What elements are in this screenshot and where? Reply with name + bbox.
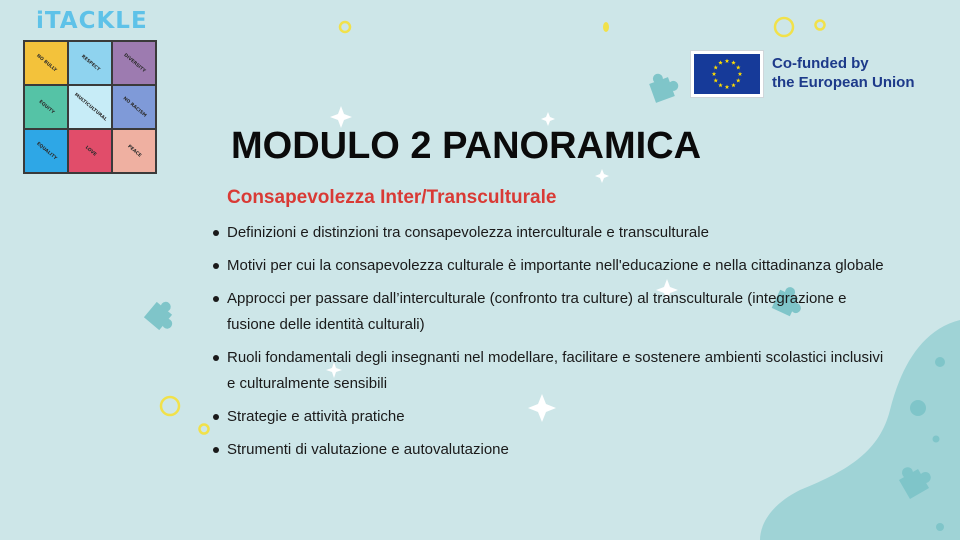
puzzle-piece-label: LOVE [83, 144, 97, 158]
eu-star-icon [736, 65, 741, 69]
bullet-text: Strumenti di valutazione e autovalutazione [227, 441, 509, 458]
bullet-dot-icon [213, 355, 219, 361]
puzzle-piece [69, 130, 111, 172]
eu-star-icon [718, 83, 723, 87]
puzzle-piece-label: DIVERSITY [122, 52, 146, 74]
bullet-dot-icon [213, 263, 219, 269]
bullet-text: Strategie e attività pratiche [227, 408, 405, 425]
sparkle-icon [595, 169, 609, 183]
bullet-item [206, 253, 886, 279]
bullet-item [206, 437, 886, 463]
bullet-text: Definizioni e distinzioni tra consapevolezza interculturale e transculturale [227, 224, 709, 241]
eu-stars-icon [694, 54, 760, 94]
eu-star-icon [713, 65, 718, 69]
ring-decor [161, 397, 179, 415]
puzzle-piece-label: RESPECT [79, 53, 101, 73]
bullet-text: Motivi per cui la consapevolezza culturale è importante nell'educazione e nella cittadinanza globale [227, 257, 884, 274]
bullet-item [206, 286, 886, 338]
brand-logo-text: iTACKLE [36, 8, 148, 34]
eu-star-icon [725, 85, 730, 89]
eu-star-icon [731, 83, 736, 87]
eu-line-1: Co-funded by [772, 55, 869, 72]
eu-star-icon [712, 72, 717, 76]
slide-subtitle: Consapevolezza Inter/Transculturale [227, 187, 557, 208]
eu-star-icon [738, 72, 743, 76]
wave-dot [910, 400, 926, 416]
bullet-item [206, 404, 886, 430]
puzzle-piece [113, 42, 155, 84]
bullet-item [206, 345, 886, 397]
bullet-dot-icon [213, 414, 219, 420]
puzzle-piece [25, 86, 67, 128]
puzzle-logo [23, 40, 157, 174]
ring-decor [775, 18, 793, 36]
bullet-dot-icon [213, 296, 219, 302]
eu-star-icon [718, 60, 723, 64]
dot-decor [603, 22, 609, 32]
bullet-dot-icon [213, 447, 219, 453]
wave-dot [935, 357, 945, 367]
puzzle-piece-label: PEACE [126, 143, 142, 159]
bullet-dot-icon [213, 230, 219, 236]
puzzle-piece-label: EQUALITY [34, 141, 58, 161]
puzzle-piece-label: NO RACISM [121, 95, 147, 119]
puzzle-piece [25, 130, 67, 172]
puzzle-piece-decor [144, 297, 182, 335]
eu-flag-box [690, 50, 764, 98]
bullet-text: Approcci per passare dall’interculturale (confronto tra culture) al transculturale (integrazione e fusione delle identità culturali) [227, 290, 847, 333]
puzzle-piece [113, 130, 155, 172]
puzzle-piece-decor [647, 68, 682, 103]
puzzle-piece-label: EQUITY [37, 99, 55, 115]
puzzle-piece [113, 86, 155, 128]
eu-line-2: the European Union [772, 74, 915, 91]
eu-star-icon [713, 78, 718, 82]
puzzle-piece-label: MULTICULTURAL [72, 92, 108, 122]
puzzle-piece [25, 42, 67, 84]
eu-star-icon [731, 60, 736, 64]
ring-decor [816, 21, 825, 30]
wave-dot [933, 436, 940, 443]
eu-star-icon [736, 78, 741, 82]
eu-star-icon [725, 59, 730, 63]
wave-dot [936, 523, 944, 531]
bullet-item [206, 220, 886, 246]
ring-decor [340, 22, 350, 32]
bullet-text: Ruoli fondamentali degli insegnanti nel modellare, facilitare e sostenere ambienti scolastici inclusivi e culturalmente sensibili [227, 349, 884, 392]
puzzle-piece [69, 86, 111, 128]
eu-funding-label [772, 54, 952, 92]
eu-flag-icon [694, 54, 760, 94]
bullet-list [206, 220, 886, 470]
puzzle-piece-label: NO BULLY [34, 53, 58, 73]
slide-title: MODULO 2 PANORAMICA [231, 125, 702, 167]
puzzle-piece [69, 42, 111, 84]
